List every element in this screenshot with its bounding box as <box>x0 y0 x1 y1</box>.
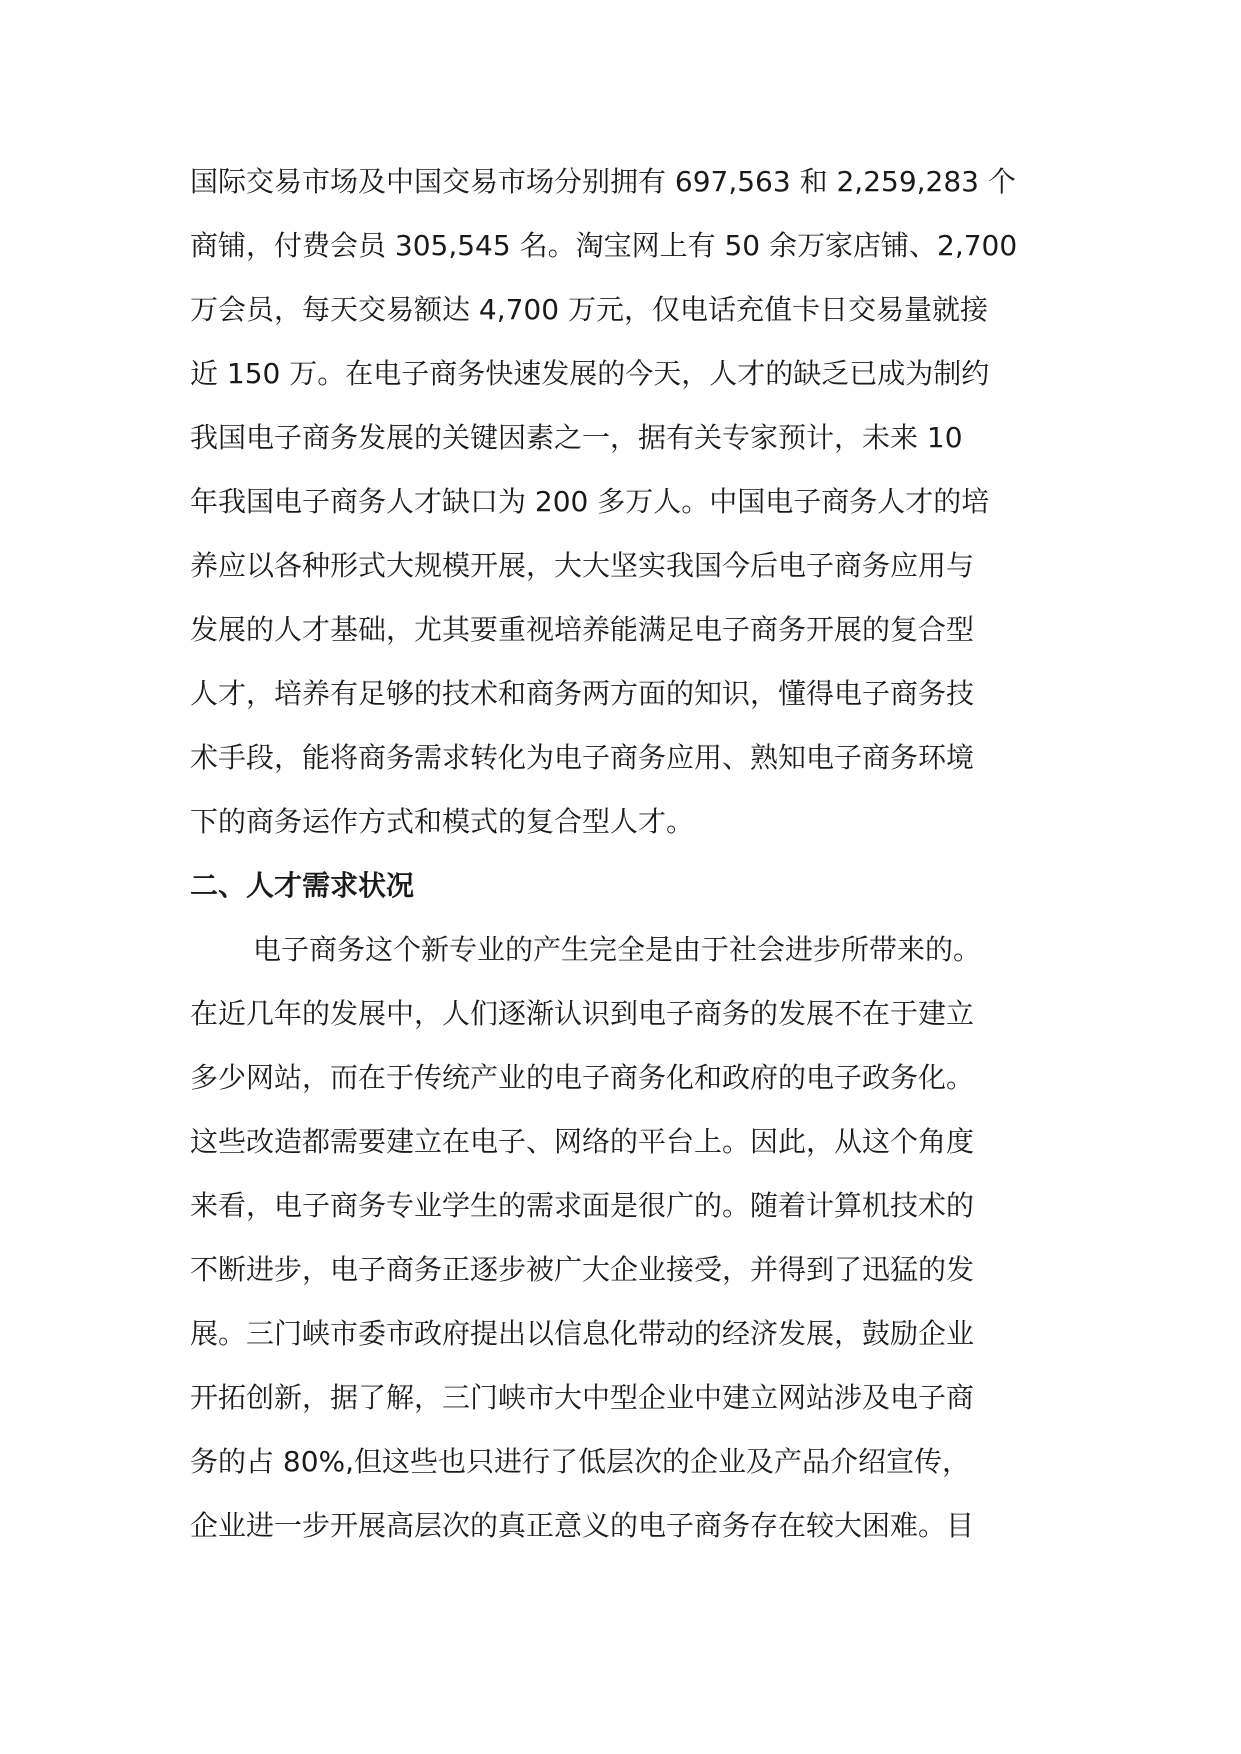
section-heading: 二、人才需求状况 <box>190 869 415 902</box>
paragraph-line: 发展的人才基础，尤其要重视培养能满足电子商务开展的复合型 <box>190 613 975 646</box>
paragraph-line: 企业进一步开展高层次的真正意义的电子商务存在较大困难。目 <box>190 1509 975 1542</box>
paragraph-line: 多少网站，而在于传统产业的电子商务化和政府的电子政务化。 <box>190 1061 975 1094</box>
paragraph-line: 我国电子商务发展的关键因素之一，据有关专家预计，未来 10 <box>190 421 963 454</box>
paragraph-line: 这些改造都需要建立在电子、网络的平台上。因此，从这个角度 <box>190 1125 975 1158</box>
paragraph-line: 务的占 80%,但这些也只进行了低层次的企业及产品介绍宣传， <box>190 1445 971 1478</box>
paragraph-line: 电子商务这个新专业的产生完全是由于社会进步所带来的。 <box>253 933 982 966</box>
paragraph-line: 开拓创新，据了解，三门峡市大中型企业中建立网站涉及电子商 <box>190 1381 975 1414</box>
paragraph-line: 国际交易市场及中国交易市场分别拥有 697,563 和 2,259,283 个 <box>190 165 1016 198</box>
paragraph-line: 万会员，每天交易额达 4,700 万元，仅电话充值卡日交易量就接 <box>190 293 988 326</box>
paragraph-line: 展。三门峡市委市政府提出以信息化带动的经济发展，鼓励企业 <box>190 1317 975 1350</box>
paragraph-line: 术手段，能将商务需求转化为电子商务应用、熟知电子商务环境 <box>190 741 975 774</box>
paragraph-line: 不断进步，电子商务正逐步被广大企业接受，并得到了迅猛的发 <box>190 1253 975 1286</box>
paragraph-line: 养应以各种形式大规模开展，大大坚实我国今后电子商务应用与 <box>190 549 975 582</box>
paragraph-line: 近 150 万。在电子商务快速发展的今天，人才的缺乏已成为制约 <box>190 357 990 390</box>
paragraph-line: 在近几年的发展中，人们逐渐认识到电子商务的发展不在于建立 <box>190 997 975 1030</box>
paragraph-line: 来看，电子商务专业学生的需求面是很广的。随着计算机技术的 <box>190 1189 975 1222</box>
paragraph-line: 人才，培养有足够的技术和商务两方面的知识，懂得电子商务技 <box>190 677 975 710</box>
paragraph-line: 下的商务运作方式和模式的复合型人才。 <box>190 805 695 838</box>
body-text <box>190 150 1060 1558</box>
paragraph-line: 年我国电子商务人才缺口为 200 多万人。中国电子商务人才的培 <box>190 485 990 518</box>
paragraph-line: 商铺，付费会员 305,545 名。淘宝网上有 50 余万家店铺、2,700 <box>190 229 1018 262</box>
